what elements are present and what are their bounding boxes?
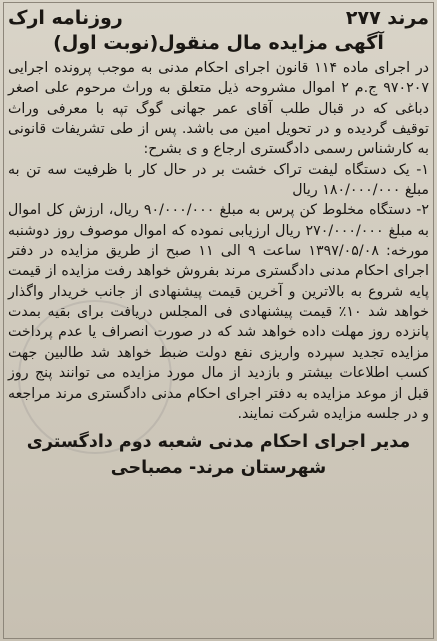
notice-body: [8, 58, 429, 424]
notice-item-2: ۲- دستگاه مخلوط کن پرس به مبلغ ۹۰/۰۰۰/۰۰۰ ریال، ارزش کل اموال به مبلغ ۲۷۰/۰۰۰/۰۰۰ ریال ارزیابی نموده که اموال موصوف روز دوشنبه مورخه: ۱۳۹۷/۰۵/۰۸ ساعت ۹ الی ۱۱ صبح از طریق مزایده در دفتر اجرای احکام مدنی دادگستری مرند بفروش خواهد رفت مزایده از قیمت پایه شروع به بالاترین و آخرین قیمت پیشنهادی از جانب خریدار واگذار خواهد شد ۱۰٪ قیمت پیشنهادی فی المجلس دریافت برای بقیه بمدت پانزده روز مهلت داده خواهد شد که در صورت انصراف یا عدم پرداخت مزایده تجدید سپرده واریزی نفع دولت ضبط خواهد شد طالبین جهت کسب اطلاعات بیشتر و بازدید از مال مورد مزایده می توانند پنج روز قبل از موعد مزایده به دفتر اجرای احکام مدنی دادگستری مرند مراجعه و در جلسه مزایده شرکت نمایند.: [8, 202, 430, 422]
signature-line-2: شهرستان مرند- مصباحی: [110, 458, 327, 479]
notice-item-1: ۱- یک دستگاه لیفت تراک خشت بر در حال کار با ظرفیت سه تن به مبلغ ۱۸۰/۰۰۰/۰۰۰ ریال: [8, 161, 429, 199]
signature-line-1: مدیر اجرای احکام مدنی شعبه دوم دادگستری: [26, 432, 411, 453]
signature-block: [8, 429, 429, 481]
newspaper-name: روزنامه ارک: [8, 7, 123, 29]
issue-number: مرند ۲۷۷: [345, 7, 429, 29]
masthead: [8, 6, 429, 30]
notice-title: آگهی مزایده مال منقول(نوبت اول): [53, 32, 384, 54]
notice-paragraph-intro: در اجرای ماده ۱۱۴ قانون اجرای احکام مدنی به موجب پرونده اجرایی ۹۷۰۲۰۷ ج.م ۲ اموال مشروحه ذیل متعلق به وراث مرحوم علی اصغر دباغی که در قبال طلب آقای عمر جهانی گوگ تپه با معرفی وراث توقیف گردیده و در تحویل امین می باشد. پس از طی تشریفات قانونی به کارشناس رسمی دادگستری ارجاع و ی بشرح:: [8, 60, 429, 158]
